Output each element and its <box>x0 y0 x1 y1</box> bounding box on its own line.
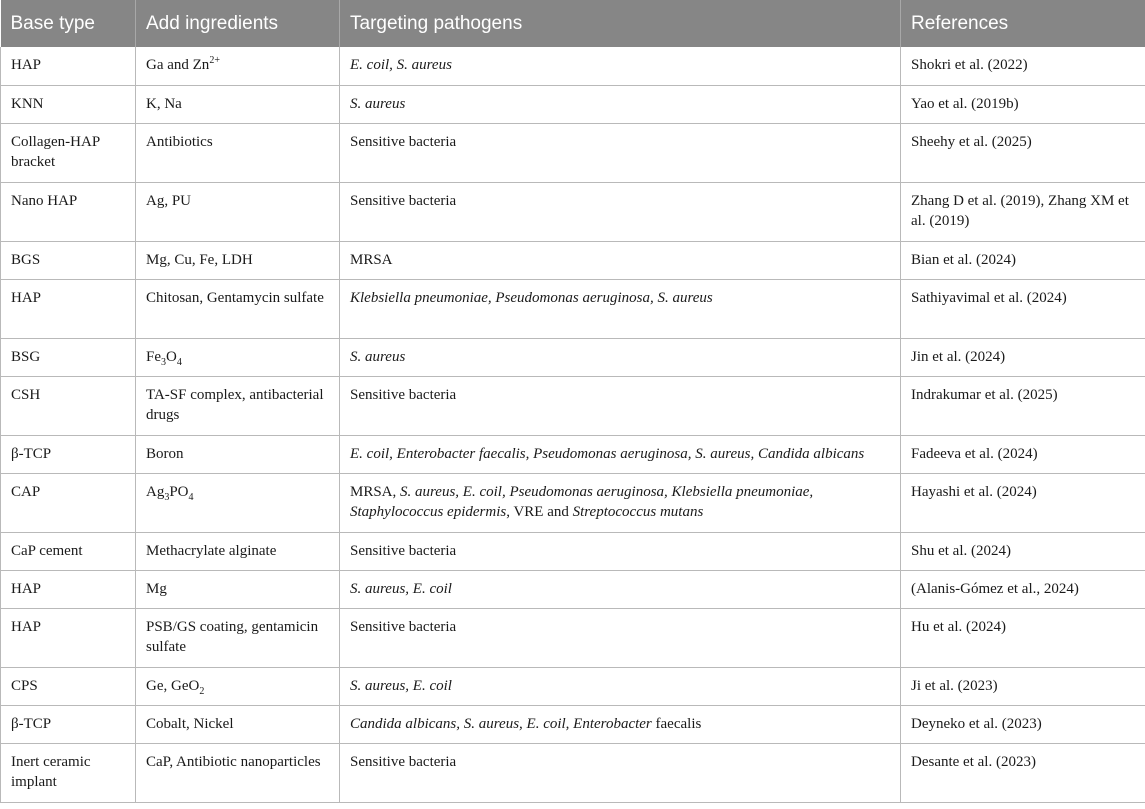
header-row <box>1 0 1145 47</box>
cell-ref: Fadeeva et al. (2024) <box>901 435 1145 473</box>
cell-base: HAP <box>1 570 136 608</box>
table-row <box>1 376 1145 435</box>
cell-add: Ag, PU <box>136 182 340 241</box>
cell-pathogens: MRSA, S. aureus, E. coil, Pseudomonas aeruginosa, Klebsiella pneumoniae, Staphylococcus epidermis, VRE and Streptococcus mutans <box>340 473 901 532</box>
table-row <box>1 435 1145 473</box>
table-row <box>1 279 1145 338</box>
cell-base: BGS <box>1 241 136 279</box>
cell-add: $Ag_3PO_4$ <box>136 473 340 532</box>
cell-base: CaP cement <box>1 532 136 570</box>
header-references: References <box>901 0 1145 47</box>
cell-add: Antibiotics <box>136 123 340 182</box>
cell-ref: Shu et al. (2024) <box>901 532 1145 570</box>
cell-base: KNN <box>1 85 136 123</box>
cell-base: HAP <box>1 47 136 85</box>
cell-pathogens: S. aureus <box>340 338 901 376</box>
cell-base: β-TCP <box>1 435 136 473</box>
cell-base: HAP <box>1 279 136 338</box>
cell-base: Inert ceramic implant <box>1 743 136 802</box>
cell-add: Mg, Cu, Fe, LDH <box>136 241 340 279</box>
cell-ref: Yao et al. (2019b) <box>901 85 1145 123</box>
cell-base: CSH <box>1 376 136 435</box>
cell-pathogens: Candida albicans, S. aureus, E. coil, Enterobacter faecalis <box>340 705 901 743</box>
cell-add: Methacrylate alginate <box>136 532 340 570</box>
table-row <box>1 182 1145 241</box>
cell-add: Boron <box>136 435 340 473</box>
table-row <box>1 47 1145 85</box>
cell-add: Ga and $Zn^{2+}$ <box>136 47 340 85</box>
header-base-type: Base type <box>1 0 136 47</box>
cell-pathogens: Sensitive bacteria <box>340 376 901 435</box>
cell-pathogens: Sensitive bacteria <box>340 182 901 241</box>
cell-add: PSB/GS coating, gentamicin sulfate <box>136 608 340 667</box>
cell-pathogens: S. aureus, E. coil <box>340 667 901 705</box>
cell-pathogens: Sensitive bacteria <box>340 743 901 802</box>
cell-base: β-TCP <box>1 705 136 743</box>
cell-base: BSG <box>1 338 136 376</box>
header-targeting-pathogens: Targeting pathogens <box>340 0 901 47</box>
cell-ref: Shokri et al. (2022) <box>901 47 1145 85</box>
cell-ref: (Alanis-Gómez et al., 2024) <box>901 570 1145 608</box>
cell-pathogens: Sensitive bacteria <box>340 532 901 570</box>
cell-ref: Zhang D et al. (2019), Zhang XM et al. (2019) <box>901 182 1145 241</box>
table-row <box>1 532 1145 570</box>
cell-ref: Sathiyavimal et al. (2024) <box>901 279 1145 338</box>
table-row <box>1 743 1145 802</box>
table-row <box>1 473 1145 532</box>
table-row <box>1 241 1145 279</box>
cell-ref: Deyneko et al. (2023) <box>901 705 1145 743</box>
cell-add: TA-SF complex, antibacterial drugs <box>136 376 340 435</box>
cell-pathogens: Sensitive bacteria <box>340 608 901 667</box>
table-row <box>1 667 1145 705</box>
cell-add: $Fe_3O_4$ <box>136 338 340 376</box>
table-row <box>1 123 1145 182</box>
cell-pathogens: Klebsiella pneumoniae, Pseudomonas aeruginosa, S. aureus <box>340 279 901 338</box>
cell-ref: Desante et al. (2023) <box>901 743 1145 802</box>
cell-base: Nano HAP <box>1 182 136 241</box>
cell-add: CaP, Antibiotic nanoparticles <box>136 743 340 802</box>
table-row <box>1 85 1145 123</box>
cell-pathogens: E. coil, S. aureus <box>340 47 901 85</box>
cell-add: Chitosan, Gentamycin sulfate <box>136 279 340 338</box>
table-row <box>1 338 1145 376</box>
cell-base: CPS <box>1 667 136 705</box>
cell-add: Mg <box>136 570 340 608</box>
cell-ref: Sheehy et al. (2025) <box>901 123 1145 182</box>
cell-ref: Hayashi et al. (2024) <box>901 473 1145 532</box>
cell-ref: Bian et al. (2024) <box>901 241 1145 279</box>
table-row <box>1 570 1145 608</box>
cell-add: K, Na <box>136 85 340 123</box>
cell-pathogens: Sensitive bacteria <box>340 123 901 182</box>
cell-pathogens: E. coil, Enterobacter faecalis, Pseudomonas aeruginosa, S. aureus, Candida albicans <box>340 435 901 473</box>
cell-pathogens: MRSA <box>340 241 901 279</box>
cell-base: Collagen-HAP bracket <box>1 123 136 182</box>
table-row <box>1 608 1145 667</box>
header-add-ingredients: Add ingredients <box>136 0 340 47</box>
cell-ref: Indrakumar et al. (2025) <box>901 376 1145 435</box>
cell-base: CAP <box>1 473 136 532</box>
cell-add: Cobalt, Nickel <box>136 705 340 743</box>
cell-pathogens: S. aureus <box>340 85 901 123</box>
table-row <box>1 705 1145 743</box>
cell-pathogens: S. aureus, E. coil <box>340 570 901 608</box>
cell-ref: Jin et al. (2024) <box>901 338 1145 376</box>
cell-add: Ge, GeO$_2$ <box>136 667 340 705</box>
cell-ref: Ji et al. (2023) <box>901 667 1145 705</box>
cell-ref: Hu et al. (2024) <box>901 608 1145 667</box>
cell-base: HAP <box>1 608 136 667</box>
